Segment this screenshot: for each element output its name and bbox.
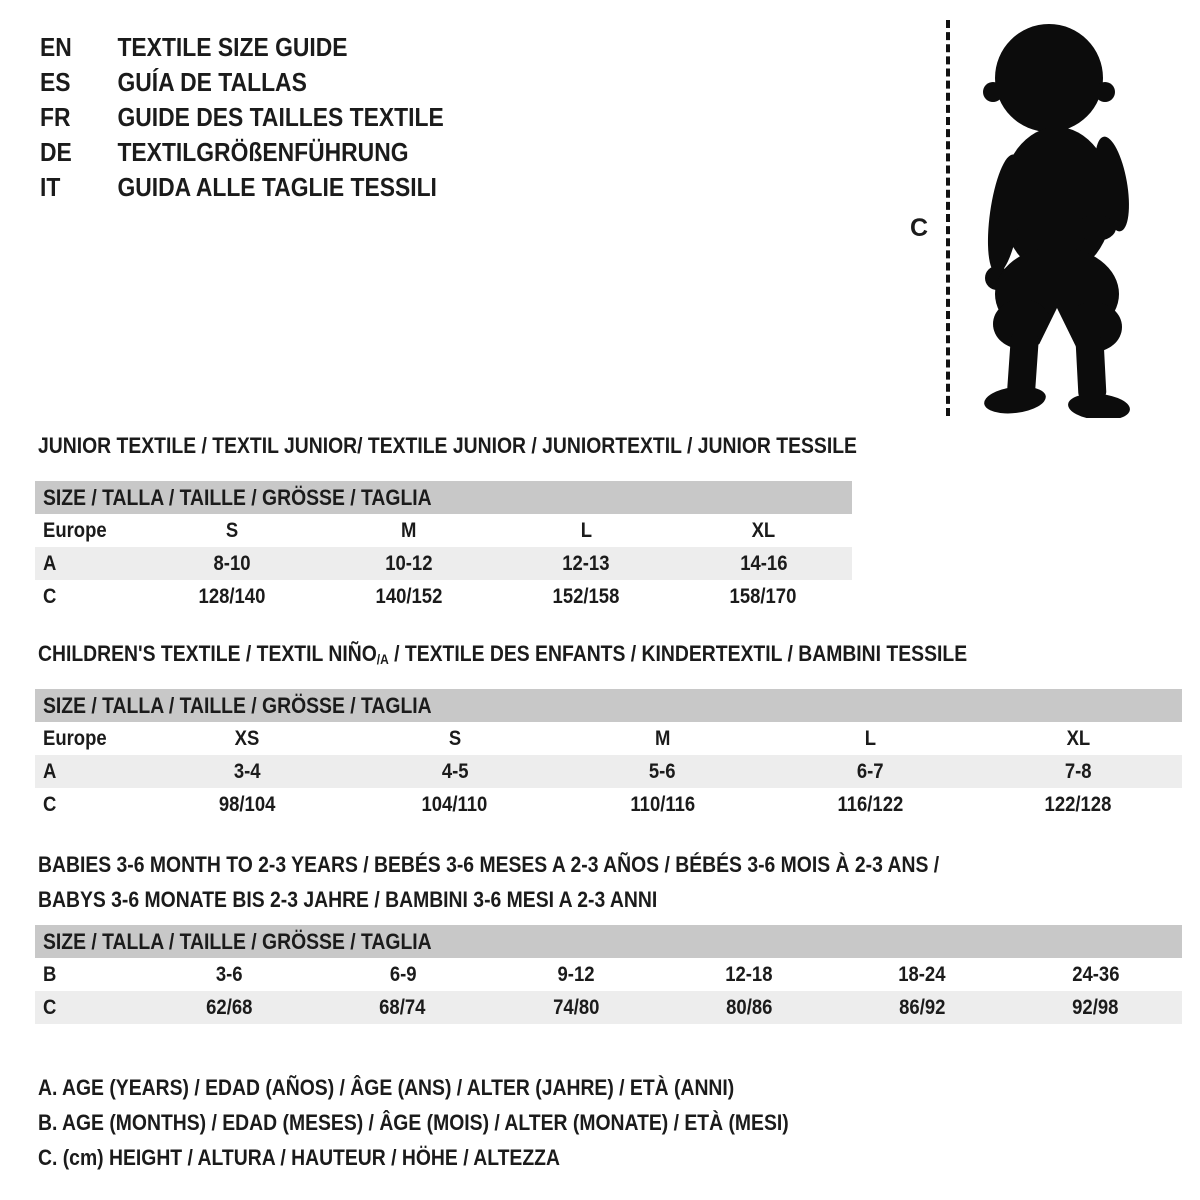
cell-value: XL [1066,727,1090,750]
cell-value: 8-10 [213,552,251,575]
lang-code: ES [40,67,71,97]
cell-value: XS [234,727,260,750]
legend-line-a: A. AGE (YEARS) / EDAD (AÑOS) / ÂGE (ANS) / ALTER (JAHRE) / ETÀ (ANNI) [38,1075,735,1100]
row-label: C [43,996,57,1019]
cell-value: 110/116 [630,793,695,816]
cell-value: 4-5 [441,760,469,783]
cell-value: 9-12 [557,963,595,986]
lang-title: GUÍA DE TALLAS [117,67,307,97]
cell-value: 3-4 [233,760,261,783]
table-row-age [35,755,1182,788]
cell-value: 92/98 [1072,996,1119,1019]
language-title-block [40,30,499,205]
size-header-bar: SIZE / TALLA / TAILLE / GRÖSSE / TAGLIA [35,689,1182,722]
toddler-silhouette-icon [965,16,1143,418]
cell-value: S [225,519,238,542]
legend-block [38,1070,891,1175]
lang-title: GUIDE DES TAILLES TEXTILE [117,102,444,132]
table-row-europe [35,722,1182,755]
cell-value: 152/158 [552,585,620,608]
children-section-title: CHILDREN'S TEXTILE / TEXTIL $NIÑO_{/A}$ / TEXTILE DES ENFANTS / KINDERTEXTIL / BAMBINI TESSILE [38,641,968,667]
table-row-age [35,547,852,580]
cell-value: 98/104 [218,793,276,816]
table-row-europe [35,514,852,547]
row-label: C [43,793,57,816]
lang-code: EN [40,32,72,62]
lang-row-es [40,65,499,100]
cell-value: 10-12 [385,552,433,575]
lang-row-en [40,30,499,65]
cell-value: 12-13 [562,552,610,575]
babies-section-title-line1: BABIES 3-6 MONTH TO 2-3 YEARS / BEBÉS 3-6 MESES A 2-3 AÑOS / BÉBÉS 3-6 MOIS À 2-3 ANS / [38,852,940,877]
table-row-height [35,788,1182,821]
row-label: B [43,963,57,986]
lang-row-de [40,135,499,170]
lang-code: DE [40,137,72,167]
cell-value: M [401,519,417,542]
cell-value: 7-8 [1064,760,1092,783]
legend-line-c: C. (cm) HEIGHT / ALTURA / HAUTEUR / HÖHE / ALTEZZA [38,1145,560,1170]
cell-value: 140/152 [375,585,443,608]
cell-value: L [864,727,876,750]
junior-section-title: JUNIOR TEXTILE / TEXTIL JUNIOR/ TEXTILE JUNIOR / JUNIORTEXTIL / JUNIOR TESSILE [38,433,857,458]
cell-value: 18-24 [898,963,946,986]
babies-section-title-line2: BABYS 3-6 MONATE BIS 2-3 JAHRE / BAMBINI 3-6 MESI A 2-3 ANNI [38,887,658,912]
height-measure-label: C [910,214,929,242]
table-row-height [35,580,852,613]
cell-value: 12-18 [725,963,773,986]
lang-title: TEXTILGRÖßENFÜHRUNG [117,137,409,167]
cell-value: 104/110 [421,793,488,816]
cell-value: M [654,727,671,750]
cell-value: 14-16 [739,552,788,575]
cell-value: 6-7 [856,760,884,783]
cell-value: 116/122 [837,793,904,816]
cell-value: 3-6 [216,963,243,986]
lang-code: IT [40,172,61,202]
cell-value: 68/74 [379,996,426,1019]
cell-value: 5-6 [649,760,676,783]
legend-line-b: B. AGE (MONTHS) / EDAD (MESES) / ÂGE (MOIS) / ALTER (MONATE) / ETÀ (MESI) [38,1110,789,1135]
row-label: C [43,585,57,608]
cell-value: 6-9 [389,963,417,986]
row-label: Europe [43,519,107,542]
cell-value: XL [751,519,776,542]
cell-value: 80/86 [725,996,773,1019]
cell-value: 158/170 [729,585,797,608]
table-row-months [35,958,1182,991]
row-label: Europe [43,727,107,750]
row-label: A [43,552,57,575]
lang-row-it [40,170,499,205]
cell-value: 24-36 [1071,963,1120,986]
junior-size-table [35,481,852,613]
lang-code: FR [40,102,71,132]
babies-size-table [35,925,1182,1024]
cell-value: 86/92 [899,996,946,1019]
cell-value: 62/68 [206,996,253,1019]
cell-value: 74/80 [552,996,600,1019]
lang-title: TEXTILE SIZE GUIDE [117,32,348,62]
children-size-table [35,689,1182,821]
row-label: A [43,760,57,783]
cell-value: 128/140 [198,585,266,608]
table-row-height [35,991,1182,1024]
height-measure-line [946,20,950,416]
size-header-bar: SIZE / TALLA / TAILLE / GRÖSSE / TAGLIA [35,481,852,514]
cell-value: 122/128 [1044,793,1112,816]
lang-row-fr [40,100,499,135]
size-header-bar: SIZE / TALLA / TAILLE / GRÖSSE / TAGLIA [35,925,1182,958]
lang-title: GUIDA ALLE TAGLIE TESSILI [117,172,437,202]
cell-value: S [448,727,461,750]
cell-value: L [580,519,592,542]
